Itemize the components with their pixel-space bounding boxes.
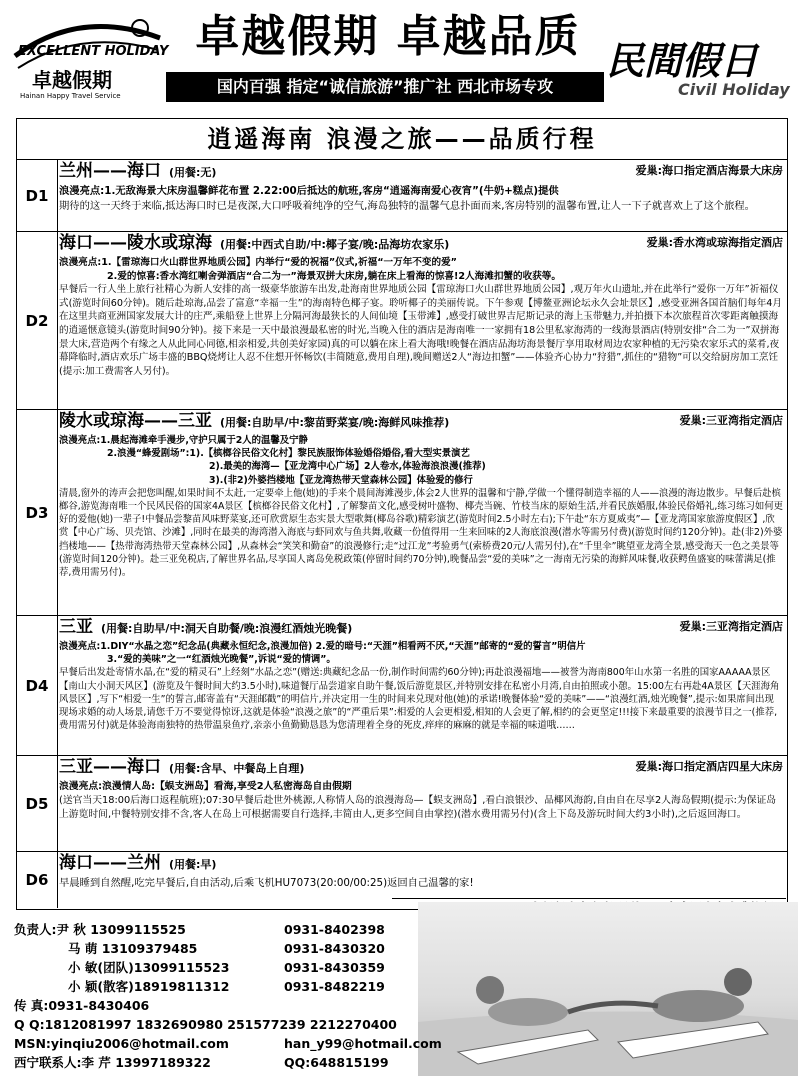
day-description: 早餐后一行人坐上旅行社精心为新人安排的高一级豪华旅游车出发,赴海南世界地质公园【雷琼海口火山群世界地质公园】,观万年火山遗址,并在此举行“爱你一万年”祈福仪式(游览时间60分钟)。随后赴琼海,品尝了富意“幸福一生”的海南特色椰子宴。聆听椰子的美丽传说。下午参观【博鳌亚洲论坛永久会址景区】,感受亚洲各国首脑们每年4月在这里共商亚洲国家发展大计的庄严,乘船登上世界上分隔河海最狭长的人间仙境【玉带滩】,感受打破世界吉尼斯记录的海上玉带魅力,并拍摄下本次旅程首次零距离触摸海的逍遥惬意镜头(游览时间90分钟)。接下来是一天中最浪漫最私密的时光,当晚入住的酒店是海南唯一一家拥有18公里私家海湾的一线海景酒店(特别安排“合二为一”双拼海景大床,营造两个有缘之人从此同心同德,相亲相爱,共创美好家园)真的可以躺在床上看大海哦!晚餐在酒店品海坊海景餐厅享用取材周边农家种植的无污染农家乐式的菜肴,夜幕降临时,酒店欢乐广场丰盛的BBQ烧烤让人忍不住想开怀畅饮(丰简随意,费用自理),晚间赠送2人“海边扣蟹”——体验齐心协力“狩猎”,抓住的“猎物”可以交给厨房加工烹饪(提示:加工费需客人另付)。 <box>59 284 782 377</box>
day-highlight: 2).最美的海湾—【亚龙湾中心广场】2人卷水,体验海浪浪漫(推荐) <box>209 461 486 473</box>
beach-couple-photo <box>418 902 798 1076</box>
contact-person: 马 萌 13109379485 <box>68 941 198 956</box>
day-highlight: 3.“爱的美味”之一“红酒烛光晚餐”,诉说“爱的情调”。 <box>107 654 336 666</box>
day-label: D1 <box>17 160 58 232</box>
logo-left-sub: Hainan Happy Travel Service <box>20 92 121 100</box>
contact-phone: 0931-8402398 <box>284 922 385 937</box>
header <box>0 0 800 110</box>
contact-phone: 0931-8430359 <box>284 960 385 975</box>
day-highlight: 浪漫亮点:1.【雷琼海口火山群世界地质公园】内举行“爱的祝福”仪式,祈福“一万年不变的爱” <box>59 257 457 268</box>
contact-phone: 0931-8482219 <box>284 979 385 994</box>
day-meal: (用餐:中西式自助/中:椰子宴/晚:品海坊农家乐) <box>220 238 450 251</box>
contact-qq: Q Q:1812081997 1832690980 251577239 2212270400 <box>14 1017 397 1032</box>
day-highlight: 浪漫亮点:1.无敌海景大床房温馨鲜花布置 2.22:00后抵达的航班,客房“逍遥海南爱心夜宵”(牛奶+糕点)提供 <box>59 185 559 197</box>
day-meal: (用餐:含早、中餐岛上自理) <box>169 762 305 775</box>
day-route: 三亚——海口 <box>59 757 161 777</box>
day-description: 清晨,窗外的涛声会把您叫醒,如果时间不太赶,一定要牵上他(她)的手来个晨间海滩漫步,体会2人世界的温馨和宁静,学做一个懂得制造幸福的人——浪漫的海边散步。早餐后赴槟榔谷,游览海南唯一个民风民俗的国家4A景区【槟榔谷民俗文化村】,了解黎苗文化,感受树叶盛物、椰壳当碗、竹枝当床的原始生活,并看民族婚服,体验民俗婚礼,练习练习如何更好的爱他(她)一辈子!中餐品尝黎苗风味野菜宴,还可欣赏原生态实景大型歌舞(椰岛谷歌)精彩演艺(游览时间2.5小时左右);下午赴“东方夏威夷”—【亚龙湾国家旅游度假区】,欣赏【中心广场、贝壳馆、沙滩】,同时在最美的海湾潜入海底与虾同欢与鱼共舞,收藏一份值得用一生来回味的2人海底浪漫(潜水等需另付费)(游览时间约120分钟)。赴(非2)外婆挡楼地——【热带海湾热带天堂森林公园】,从森林会“笑笑和勤奋”的浪漫修行;走“过江龙”考验勇气(索桥费20元/人需另付),在“千里伞”眺望亚龙湾全景,感受海天一色之美景等(游览时间120分钟)。赴三亚免税店,了解世界名品,尽享国人离岛免税政策(停留时间约70分钟),晚餐品尝“爱的美味”之一海南无污染的海鲜风味餐,收获鳄鱼盛宴的味蕾满足(推荐,费用需另付)。 <box>59 487 784 579</box>
day-route: 陵水或琼海——三亚 <box>59 411 212 431</box>
day-description: (送官当天18:00后海口返程航班);07:30早餐后赴世外桃源,人称情人岛的浪漫海岛—【蜈支洲岛】,看白浪银沙、品椰风海韵,自由自在尽享2人海岛假期(提示:为保证岛上游览时间,中餐特别安排不含,客人在岛上可根据需要自行选择,丰简由人,更多空间自由掌控)(潜水费用需另付)(含上下岛及游玩时间大约3小时),之后返回海口。 <box>59 795 777 820</box>
day-hotel: 爱巢:海口指定酒店海景大床房 <box>635 164 783 177</box>
day-label: D2 <box>17 232 58 410</box>
day-route: 三亚 <box>59 617 93 637</box>
contact-person: 小 颖(散客)18919811312 <box>68 979 230 994</box>
contact-row <box>14 920 474 939</box>
day-label: D4 <box>17 616 58 756</box>
contact-phone: 0931-8430320 <box>284 941 385 956</box>
excellent-holiday-logo <box>10 8 170 104</box>
day-meal: (用餐:早) <box>169 858 217 871</box>
day-meal: (用餐:自助早/中:黎苗野菜宴/晚:海鲜风味推荐) <box>220 416 450 429</box>
contact-row <box>14 1034 474 1053</box>
day-route: 海口——兰州 <box>59 853 161 873</box>
day-row <box>17 409 787 616</box>
day-row <box>17 231 787 410</box>
day-description: 早晨睡到自然醒,吃完早餐后,自由活动,后乘飞机HU7073(20:00/00:25)返回自己温馨的家! <box>59 877 474 889</box>
contact-row <box>14 1053 474 1072</box>
day-highlight: 浪漫亮点:1.晨起海滩牵手漫步,守护只属于2人的温馨及宁静 <box>59 435 308 446</box>
contact-person: 负责人:尹 秋 13099115525 <box>14 922 186 937</box>
day-hotel: 爱巢:海口指定酒店四星大床房 <box>635 760 783 773</box>
day-row <box>17 755 787 852</box>
banner-slogan: 国内百强 指定“诚信旅游”推广社 西北市场专攻 <box>166 72 604 102</box>
day-highlight: 浪漫亮点:浪漫情人岛:【蜈支洲岛】看海,享受2人私密海岛自由假期 <box>59 781 352 792</box>
day-label: D5 <box>17 756 58 852</box>
day-route: 兰州——海口 <box>59 161 161 181</box>
contact-xining: 西宁联系人:李 芹 13997189322 <box>14 1055 211 1070</box>
beach-couple-icon <box>418 902 798 1076</box>
contact-person: 小 敏(团队)13099115523 <box>68 960 230 975</box>
day-highlight: 浪漫亮点:1.DIY“水晶之恋”纪念品(典藏永恒纪念,浪漫加倍) 2.爱的暗号:“天涯”相看两不厌,“天涯”邮寄的“爱的誓言”明信片 <box>59 641 586 652</box>
banner-title: 卓越假期 卓越品质 <box>195 11 581 62</box>
day-highlight: 2.浪漫“蜂爱剧场”:1).【槟榔谷民俗文化村】黎民族服饰体验婚俗婚俗,看大型实景演艺 <box>107 448 470 460</box>
day-route: 海口——陵水或琼海 <box>59 233 212 253</box>
day-label: D6 <box>17 852 58 908</box>
day-row <box>17 159 787 232</box>
day-hotel: 爱巢:三亚湾指定酒店 <box>679 620 783 633</box>
day-hotel: 爱巢:三亚湾指定酒店 <box>679 414 783 427</box>
contact-xining-qq: QQ:648815199 <box>284 1055 389 1070</box>
logo-right-en: Civil Holiday <box>678 80 790 99</box>
day-meal: (用餐:自助早/中:洞天自助餐/晚:浪漫红酒烛光晚餐) <box>101 622 353 635</box>
contact-row <box>14 996 474 1015</box>
logo-left-en: EXCELLENT HOLIDAY <box>18 44 169 59</box>
day-highlight: 3).(非2)外婆挡楼地【亚龙湾热带天堂森林公园】体验爱的修行 <box>209 474 473 486</box>
contact-list <box>14 920 474 1072</box>
logo-right-cn: 民間假日 <box>606 39 759 83</box>
logo-left-cn: 卓越假期 <box>32 68 112 92</box>
day-description: 早餐后出发赴寄情水晶,在“爱的精灵石”上经刻“水晶之恋”(赠送:典藏纪念品一份,制作时间需约60分钟);再赴浪漫福地——被誉为海南800年山水第一名胜的国家AAAAA景区【南山大小洞天风区】(游览及午餐时间大约3.5小时),味道餐厅品尝道家自助午餐,饭后游览景区,并特别安排在私密小月湾,自由拍照或小憩。15:00左右再赴4A景区【天涯海角风景区】,写下“相爱一生”的誓言,邮寄盖有“天涯邮戳”的明信片,并决定用一生的时间来兑现对他(她)的承诺!晚餐体验“爱的美味”——“浪漫红酒,烛光晚餐”,提示:如果席间出现现场求婚的动人场景,请您千万不要觉得惊讶,这就是体验“浪漫之旅”的“严重后果”:相爱的人会更相爱,相知的人会更了解,相约的会更坚定!!!接下来最重要的浪漫节目之一(推荐,费用需另付)就是体验海南独特的热带温泉鱼疗,亲亲小鱼勤勤恳恳为您清理着全身的死皮,痒痒的麻麻的就是幸福的味道哦…… <box>59 667 780 732</box>
contact-msn: MSN:yinqiu2006@hotmail.com <box>14 1036 229 1051</box>
itinerary-table <box>16 118 788 910</box>
contact-row <box>14 1015 474 1034</box>
day-row <box>17 615 787 756</box>
contact-row <box>14 977 474 996</box>
day-label: D3 <box>17 410 58 616</box>
contact-row <box>14 939 474 958</box>
contact-fax: 传 真:0931-8430406 <box>14 998 150 1013</box>
contact-row <box>14 958 474 977</box>
day-meal: (用餐:无) <box>169 166 217 179</box>
day-highlight: 2.爱的惊喜:香水湾红喇舍弹酒店“合二为一”海景双拼大床房,躺在床上看海的惊喜!2人海滩扣蟹的收获等。 <box>107 270 561 282</box>
itinerary-title: 逍遥海南 浪漫之旅——品质行程 <box>17 119 787 160</box>
day-hotel: 爱巢:香水湾或琼海指定酒店 <box>646 236 783 249</box>
day-description: 期待的这一天终于来临,抵达海口时已是夜深,大口呼吸着纯净的空气,海岛独特的温馨气息扑面而来,客房特别的温馨布置,让人一下子就喜欢上了这个旅程。 <box>59 200 755 212</box>
civil-holiday-logo <box>606 14 796 104</box>
contact-msn-2: han_y99@hotmail.com <box>284 1036 442 1051</box>
